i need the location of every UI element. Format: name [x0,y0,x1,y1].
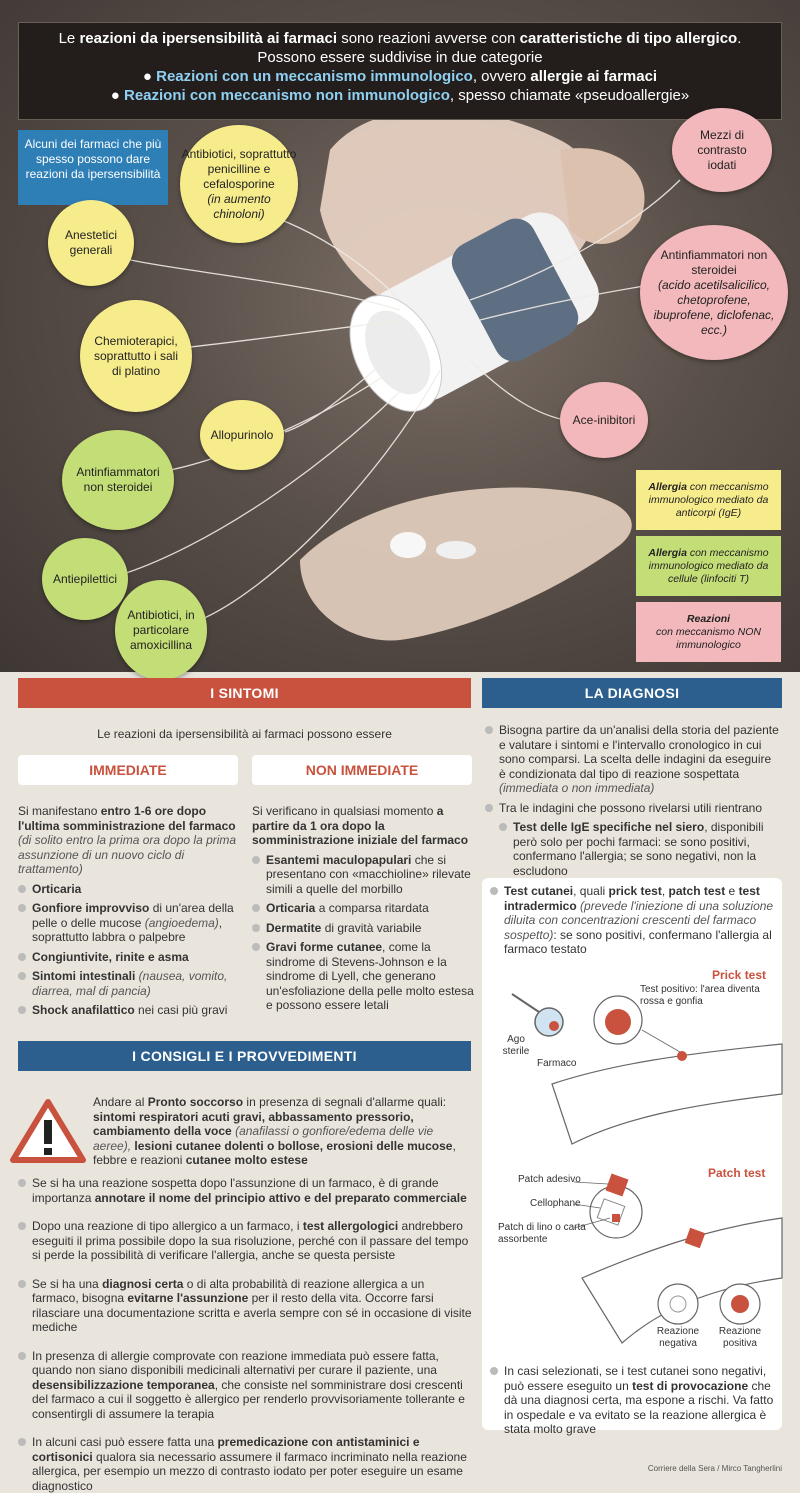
pill-chemioterapici: Chemioterapici, soprattutto i sali di platino [80,300,192,412]
pill-allopurinolo: Allopurinolo [200,400,284,470]
consigli-list [18,1170,473,1493]
pill-fans-green: Antinfiammatori non steroidei [62,430,174,530]
list-item: In presenza di allergie comprovate con reazione immediata può essere fatta, quando non siano disponibili medicinali alternativi per curare il paziente, una desensibilizzazione temporanea, che consiste nel somministrare dosi crescenti del farmaco a cui il soggetto è allergico per renderlo provvisoriamente tollerante e consentirgli di assumere la terapia [18,1349,473,1422]
test-cutanei-text [490,884,778,957]
farmaco-label: Farmaco [537,1058,577,1069]
list-item: Orticaria a comparsa ritardata [252,901,474,916]
list-item: In casi selezionati, se i test cutanei sono negativi, può essere eseguito un test di provocazione che dà una diagnosi certa, ma espone a rischi. Va fatto in ospedale e va evitato se la reazione allergica è stata molto grave [490,1364,780,1437]
pill-mezzi-contrasto: Mezzi di contrasto iodati [672,108,772,192]
list-item: Esantemi maculopapulari che si presentano con «macchioline» rilevate simili a quelle del morbillo [252,853,474,897]
ago-label: Ago sterile [502,1034,530,1057]
patch-test-title: Patch test [708,1166,766,1180]
warning-icon [10,1098,86,1164]
list-item: Bisogna partire da un'analisi della storia del paziente e valutare i sintomi e l'intervallo cronologico in cui sono comparsi. La scelta delle indagini da eseguire è condizionata dal tipo di reazione sospettata (immediata o non immediata) [485,723,780,796]
pill-fans-pink: Antinfiammatori non steroidei (acido acetilsalicilico, chetoprofene, ibuprofene, diclofenac, ecc.) [640,225,788,360]
drugs-title-box: Alcuni dei farmaci che più spesso possono dare reazioni da ipersensibilità [18,130,168,205]
patch-results-illustration [482,1280,782,1330]
pill-antibiotici-penicilline: Antibiotici, soprattutto penicilline e cefalosporine (in aumento chinoloni) [180,125,298,243]
list-item: Tra le indagini che possono rivelarsi utili rientrano [485,801,780,816]
patch-adesivo-label: Patch adesivo [518,1174,581,1185]
legend-linfociti: Allergia con meccanismo immunologico mediato da cellule (linfociti T) [636,536,781,596]
pill-ace-inibitori: Ace-inibitori [560,382,648,458]
reazione-positiva-label: Reazione positiva [718,1326,762,1349]
list-item: Orticaria [18,882,243,897]
legend [636,470,781,668]
reazione-negativa-label: Reazione negativa [656,1326,700,1349]
warning-text: Andare al Pronto soccorso in presenza di segnali d'allarme quali: sintomi respiratori acuti gravi, abbassamento pressorio, cambiamento della voce (anafilassi o gonfiore/edema delle vie aeree), lesioni cutanee dolenti o bollose, erosioni delle mucose, febbre e reazioni cutanee molto estese [93,1095,456,1167]
list-item: Shock anafilattico nei casi più gravi [18,1003,243,1018]
immediate-header: IMMEDIATE [18,755,238,785]
consigli-banner: I CONSIGLI E I PROVVEDIMENTI [18,1041,471,1071]
sintomi-intro: Le reazioni da ipersensibilità ai farmaci possono essere [97,727,392,741]
list-item: Gravi forme cutanee, come la sindrome di Stevens-Johnson e la sindrome di Lyell, che generano un'esfoliazione della pelle molto estesa e possono essere letali [252,940,474,1013]
list-item: Gonfiore improvviso di un'area della pelle o delle mucose (angioedema), soprattutto labbra o palpebre [18,901,243,945]
bullet-icon: ● [142,68,157,85]
pill-antibiotici-amoxicillina: Antibiotici, in particolare amoxicillina [115,580,207,680]
list-item: Congiuntivite, rinite e asma [18,950,243,965]
pill-antiepilettici: Antiepilettici [42,538,128,620]
patch-lino-label: Patch di lino o carta assorbente [498,1222,586,1245]
diagnosi-tests-box [482,878,782,1436]
diagnosi-banner: LA DIAGNOSI [482,678,782,708]
prick-test-illustration [482,974,782,1144]
non-immediate-header: NON IMMEDIATE [252,755,472,785]
list-item: Dermatite di gravità variabile [252,921,474,936]
prick-test-title: Prick test [712,968,767,982]
illustration-area [0,0,800,672]
diagnosi-text [485,718,780,878]
non-immediate-text: Si verificano in qualsiasi momento a partire da 1 ora dopo la somministrazione iniziale del farmaco Esantemi maculopapulari che si presentano con «macchioline» rilevate simili a quelle del morbillo Orticaria a comparsa ritardata Dermatite di gravità variabile Gravi forme cutanee, come la sindrome di Stevens-Johnson e la sindrome di Lyell, che generano un'esfoliazione della pelle molto estesa e possono essere letali [252,804,474,1012]
list-item: Test delle IgE specifiche nel siero, disponibili però solo per pochi farmaci: se sono positivi, confermano l'allergia; se sono negativi, non la escludono [499,820,780,878]
legend-non-immunologico: Reazioni con meccanismo NON immunologico [636,602,781,662]
list-item: Test cutanei, quali prick test, patch test e test intradermico (prevede l'iniezione di una soluzione diluita con concentrazioni crescenti del farmaco sospetto): se sono positivi, confermano l'allergia al farmaco testato [490,884,778,957]
legend-ige: Allergia con meccanismo immunologico mediato da anticorpi (IgE) [636,470,781,530]
list-item: Dopo una reazione di tipo allergico a un farmaco, i test allergologici andrebbero eseguiti il prima possibile dopo la sua risoluzione, perché con il passare del tempo si perde la possibilità di verificare l'allergia, anche se questa persiste [18,1219,473,1263]
list-item: In alcuni casi può essere fatta una premedicazione con antistaminici e cortisonici qualora sia necessario assumere il farmaco incriminato nella reazione allergica, per esempio un mezzo di contrasto iodato per poter eseguire un esame diagnostico [18,1435,473,1493]
intro-box: Le reazioni da ipersensibilità ai farmaci sono reazioni avverse con caratteristiche di tipo allergico. Possono essere suddivise in due categorie ● Reazioni con un meccanismo immunologico, ovvero allergie ai farmaci ● Reazioni con meccanismo non immunologico, spesso chiamate «pseudoallergie» [18,22,782,120]
list-item: Sintomi intestinali (nausea, vomito, diarrea, mal di pancia) [18,969,243,998]
pill-anestetici: Anestetici generali [48,200,134,286]
credit: Corriere della Sera / Mirco Tangherlini [647,1464,782,1473]
list-item: Se si ha una diagnosi certa o di alta probabilità di reazione allergica a un farmaco, bisogna evitarne l'assunzione per il resto della vita. Occorre farsi rilasciare una documentazione scritta e averla sempre con sé in occasione di visite mediche [18,1277,473,1335]
sintomi-banner: I SINTOMI [18,678,471,708]
prick-positive-label: Test positivo: l'area diventa rossa e gonfia [640,984,760,1007]
list-item: Se si ha una reazione sospetta dopo l'assunzione di un farmaco, è di grande importanza annotare il nome del principio attivo e del preparato commerciale [18,1176,473,1205]
bullet-icon: ● [110,87,124,104]
immediate-text: Si manifestano entro 1-6 ore dopo l'ultima somministrazione del farmaco (di solito entro la prima ora dopo la prima assunzione di un nuovo ciclo di trattamento) Orticaria Gonfiore improvviso di un'area della pelle o delle mucose (angioedema), soprattutto labbra o palpebre Congiuntivite, rinite e asma Sintomi intestinali (nausea, vomito, diarrea, mal di pancia) Shock anafilattico nei casi più gravi [18,804,243,1018]
test-provocazione-text [490,1364,780,1437]
cellophane-label: Cellophane [530,1198,581,1209]
